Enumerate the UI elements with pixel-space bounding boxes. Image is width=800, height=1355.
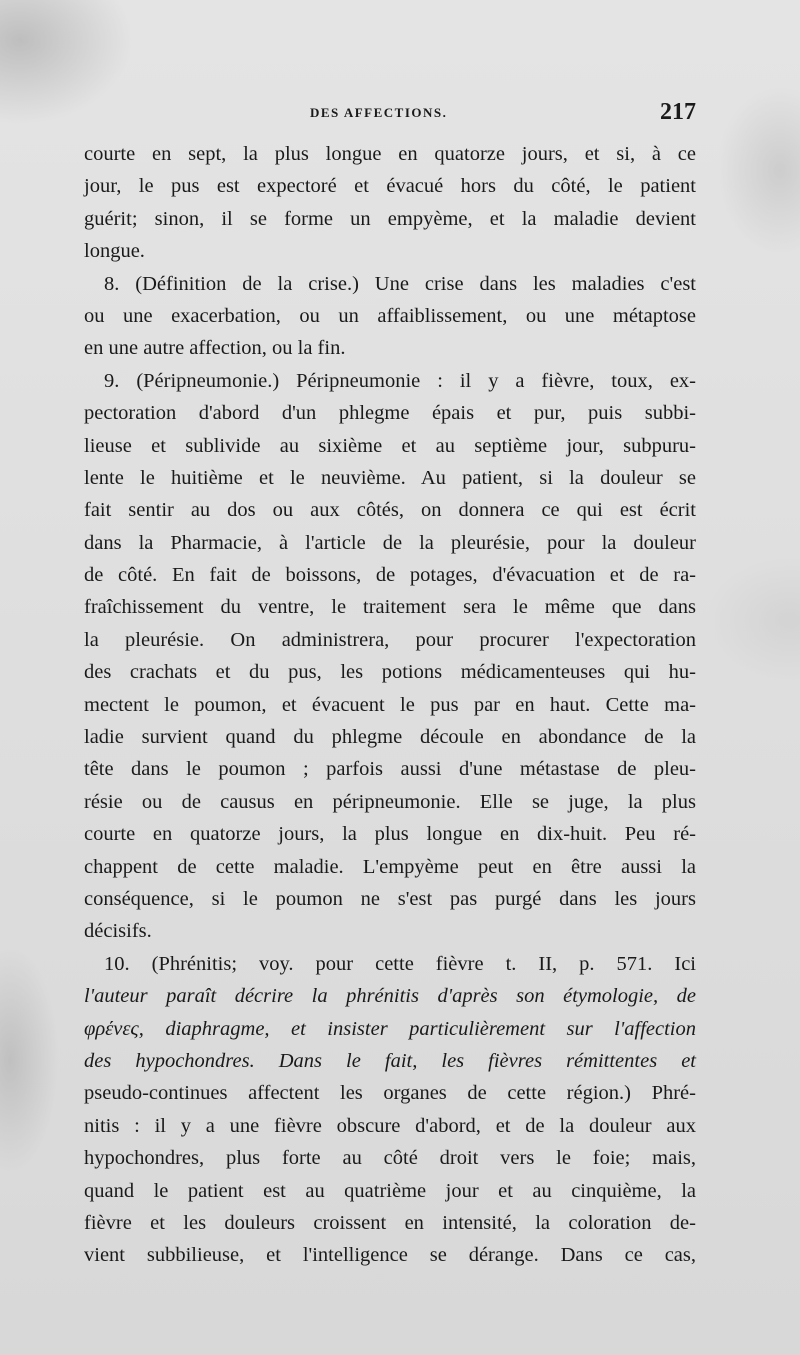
text-line: lieuse et sublivide au sixième et au septième jour, subpuru- — [84, 434, 696, 457]
text-line: fait sentir au dos ou aux côtés, on donnera ce qui est écrit — [84, 499, 696, 522]
text-line: courte en quatorze jours, la plus longue en dix-huit. Peu ré- — [84, 823, 696, 846]
text-line: guérit; sinon, il se forme un empyème, et la maladie devient — [84, 207, 696, 230]
text-line: nitis : il y a une fièvre obscure d'abord, et de la douleur aux — [84, 1114, 696, 1137]
text-line: jour, le pus est expectoré et évacué hors du côté, le patient — [84, 175, 696, 198]
text-line: pectoration d'abord d'un phlegme épais et pur, puis subbi- — [84, 402, 696, 425]
running-head: DES AFFECTIONS. — [310, 105, 448, 120]
text-line: longue. — [84, 240, 145, 263]
text-line: mectent le poumon, et évacuent le pus par en haut. Cette ma- — [84, 693, 696, 716]
text-line: dans la Pharmacie, à l'article de la pleurésie, pour la douleur — [84, 531, 696, 554]
text-line: fraîchissement du ventre, le traitement sera le même que dans — [84, 596, 696, 619]
text-line: conséquence, si le poumon ne s'est pas purgé dans les jours — [84, 887, 696, 910]
text-line-italic: l'auteur paraît décrire la phrénitis d'après son étymologie, de — [84, 985, 696, 1008]
text-line-italic: des hypochondres. Dans le fait, les fièvres rémittentes et — [84, 1049, 696, 1072]
paragraph-9-first-line: 9. (Péripneumonie.) Péripneumonie : il y a fièvre, toux, ex- — [104, 369, 696, 392]
text-line: fièvre et les douleurs croissent en intensité, la coloration de- — [84, 1211, 696, 1234]
text-line: quand le patient est au quatrième jour et au cinquième, la — [84, 1179, 696, 1202]
text-line: ou une exacerbation, ou un affaiblissement, ou une métaptose — [84, 304, 696, 327]
text-line: résie ou de causus en péripneumonie. Elle se juge, la plus — [84, 790, 696, 813]
text-line: décisifs. — [84, 920, 152, 943]
text-line: pseudo-continues affectent les organes de cette région.) Phré- — [84, 1082, 696, 1105]
text-line: la pleurésie. On administrera, pour procurer l'expectoration — [84, 628, 696, 651]
text-line: courte en sept, la plus longue en quatorze jours, et si, à ce — [84, 143, 696, 165]
page-header — [84, 101, 696, 131]
text-line: tête dans le poumon ; parfois aussi d'une métastase de pleu- — [84, 758, 696, 781]
text-line: vient subbilieuse, et l'intelligence se dérange. Dans ce cas, — [84, 1244, 696, 1267]
text-line: hypochondres, plus forte au côté droit vers le foie; mais, — [84, 1147, 696, 1170]
text-line: lente le huitième et le neuvième. Au patient, si la douleur se — [84, 466, 696, 489]
page-number: 217 — [660, 99, 696, 125]
text-line: ladie survient quand du phlegme découle en abondance de la — [84, 726, 696, 749]
paragraph-10-first-line: 10. (Phrénitis; voy. pour cette fièvre t. II, p. 571. Ici — [104, 952, 696, 975]
text-line: chappent de cette maladie. L'empyème peut en être aussi la — [84, 855, 696, 878]
page-body — [84, 138, 696, 1272]
text-line-italic: φρένες, diaphragme, et insister particulièrement sur l'affection — [84, 1017, 696, 1040]
paragraph-8-first-line: 8. (Définition de la crise.) Une crise dans les maladies c'est — [104, 272, 696, 295]
text-line: de côté. En fait de boissons, de potages, d'évacuation et de ra- — [84, 564, 696, 587]
text-line: en une autre affection, ou la fin. — [84, 337, 346, 360]
text-line: des crachats et du pus, les potions médicamenteuses qui hu- — [84, 661, 696, 684]
